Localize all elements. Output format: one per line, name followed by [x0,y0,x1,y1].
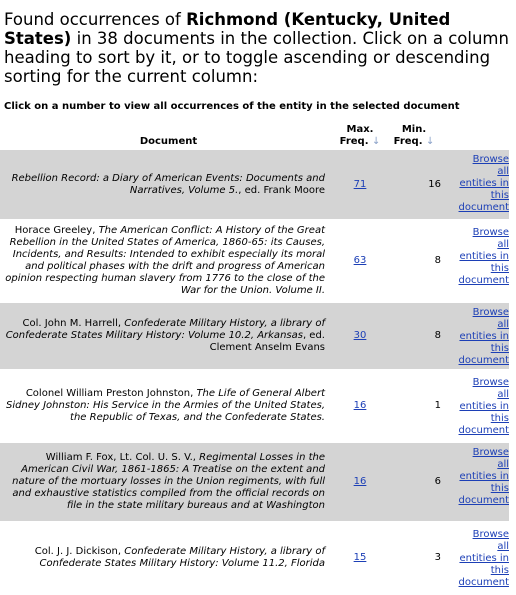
sort-arrow-icon: ↓ [371,136,381,147]
max-freq-link[interactable]: 63 [353,255,367,266]
max-freq-link[interactable]: 30 [353,330,367,341]
max-freq-link[interactable]: 15 [353,552,367,563]
column-header-min-freq[interactable]: Min. Freq. ↓ [393,124,435,147]
min-freq-value: 16 [383,150,445,221]
browse-entities-link[interactable]: Browse all entities in this document [458,447,509,506]
results-summary: Found occurrences of Richmond (Kentucky, United States) in 38 documents in the collection. Click on a column heading to sort by it, or to toggle ascending or descending sorting for the current column: [4,10,509,86]
browse-entities-link[interactable]: Browse all entities in this document [458,154,509,213]
document-cell: Horace Greeley, The American Conflict: A History of the Great Rebellion in the United States of America, 1860-65: its Causes, Incidents, and Results: Intended to exhibit especially its moral and political phases with the drift and progress of American opinion respecting human slavery from 1776 to the close of the War for the Union. Volume II. [0,221,337,301]
max-freq-link[interactable]: 16 [353,476,367,487]
document-cell: Col. J. J. Dickison, Confederate Military History, a library of Confederate States Military History: Volume 11.2, Florida [0,523,337,593]
document-cell: Colonel William Preston Johnston, The Life of General Albert Sidney Johnston: His Service in the Armies of the United States, the Republic of Texas, and the Confederate States. [0,371,337,441]
max-freq-link[interactable]: 71 [353,178,367,190]
column-header-browse [445,122,509,150]
min-freq-value: 6 [383,441,445,523]
column-header-document[interactable]: Document [139,136,198,147]
min-freq-value: 8 [383,301,445,371]
browse-entities-link[interactable]: Browse all entities in this document [458,227,509,286]
document-cell: Col. John M. Harrell, Confederate Military History, a library of Confederate States Military History: Volume 10.2, Arkansas, ed. Clement Anselm Evans [0,301,337,371]
browse-entities-link[interactable]: Browse all entities in this document [458,377,509,436]
documents-table [0,122,509,595]
instruction-text: Click on a number to view all occurrences of the entity in the selected document [4,101,460,112]
sort-arrow-icon: ↓ [425,136,435,147]
browse-entities-link[interactable]: Browse all entities in this document [458,307,509,366]
min-freq-value: 3 [383,523,445,593]
min-freq-value: 1 [383,371,445,441]
column-header-max-freq[interactable]: Max. Freq. ↓ [339,124,381,147]
table-row [0,301,509,371]
browse-entities-link[interactable]: Browse all entities in this document [458,529,509,588]
document-cell: William F. Fox, Lt. Col. U. S. V., Regimental Losses in the American Civil War, 1861-1865: A Treatise on the extent and nature of the mortuary losses in the Union regiments, with full and exhaustive statistics compiled from the official records on file in the state military bureaus and at Washington [0,441,337,523]
table-row [0,441,509,523]
table-row [0,221,509,301]
entity-name: Richmond (Kentucky, United States) [4,10,451,48]
table-row [0,371,509,441]
min-freq-value: 8 [383,221,445,301]
document-cell: Rebellion Record: a Diary of American Events: Documents and Narratives, Volume 5., ed. Frank Moore [0,150,337,221]
table-row [0,150,509,221]
max-freq-link[interactable]: 16 [353,400,367,411]
